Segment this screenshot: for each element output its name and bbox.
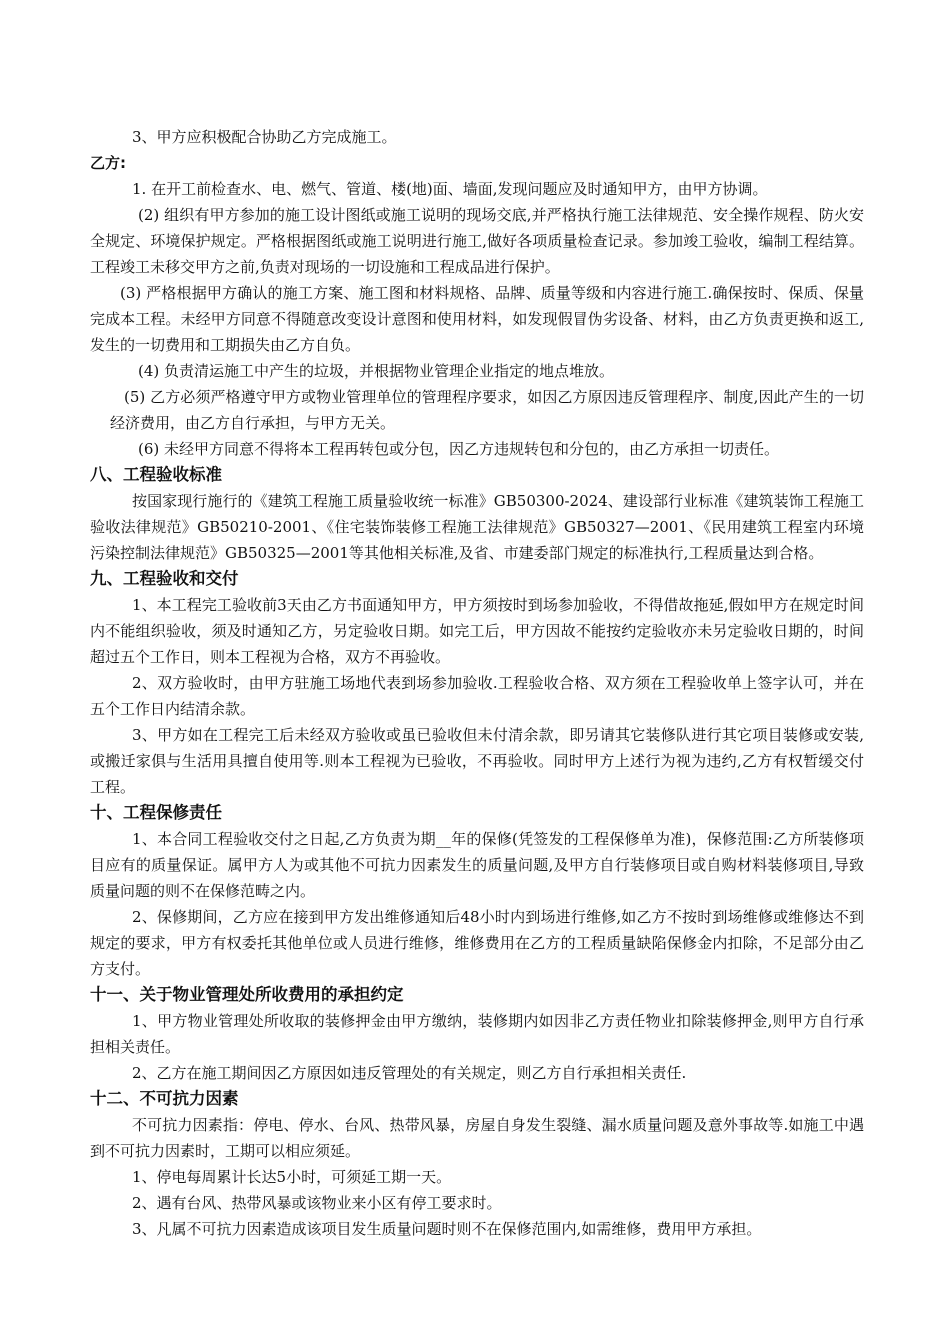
paragraph: 1. 在开工前检查水、电、燃气、管道、楼(地)面、墙面,发现问题应及时通知甲方，由甲方协调。 [132,180,768,198]
paragraph: (4) 负责清运施工中产生的垃圾，并根据物业管理企业指定的地点堆放。 [138,362,615,380]
paragraph: 3、甲方应积极配合协助乙方完成施工。 [132,128,397,146]
paragraph: 1、本合同工程验收交付之日起,乙方负责为期__年的保修(凭签发的工程保修单为准)，保修范围:乙方所装修项目应有的质量保证。属甲方人为或其他不可抗力因素发生的质量问题,及甲方自行装修项目或自购材料装修项目,导致质量问题的则不在保修范畴之内。 [90,830,864,900]
section-heading: 十、工程保修责任 [90,803,222,822]
section-heading: 十一、关于物业管理处所收费用的承担约定 [90,985,404,1004]
paragraph: 1、本工程完工验收前3天由乙方书面通知甲方，甲方须按时到场参加验收，不得借故拖延,假如甲方在规定时间内不能组织验收，须及时通知乙方，另定验收日期。如完工后，甲方因故不能按约定验收亦未另定验收日期的，时间超过五个工作日，则本工程视为合格，双方不再验收。 [90,596,864,666]
section-heading: 十二、不可抗力因素 [90,1089,239,1108]
paragraph: (5) 乙方必须严格遵守甲方或物业管理单位的管理程序要求，如因乙方原因违反管理程序、制度,因此产生的一切经济费用，由乙方自行承担，与甲方无关。 [110,388,864,432]
section-heading: 八、工程验收标准 [90,465,222,484]
paragraph: 1、甲方物业管理处所收取的装修押金由甲方缴纳，装修期内如因非乙方责任物业扣除装修押金,则甲方自行承担相关责任。 [90,1012,864,1056]
paragraph: 2、遇有台风、热带风暴或该物业来小区有停工要求时。 [132,1194,502,1212]
document-page [90,124,864,1242]
paragraph: 2、双方验收时，由甲方驻施工场地代表到场参加验收.工程验收合格、双方须在工程验收单上签字认可，并在五个工作日内结清余款。 [90,674,864,718]
paragraph: (2) 组织有甲方参加的施工设计图纸或施工说明的现场交底,并严格执行施工法律规范、安全操作规程、防火安全规定、环境保护规定。严格根据图纸或施工说明进行施工,做好各项质量检查记录。参加竣工验收，编制工程结算。工程竣工未移交甲方之前,负责对现场的一切设施和工程成品进行保护。 [90,206,864,276]
paragraph: 1、停电每周累计长达5小时，可须延工期一天。 [132,1168,452,1186]
party-label: 乙方: [90,154,126,172]
paragraph: 2、乙方在施工期间因乙方原因如违反管理处的有关规定，则乙方自行承担相关责任. [132,1064,687,1082]
paragraph: (6) 未经甲方同意不得将本工程再转包或分包，因乙方违规转包和分包的，由乙方承担一切责任。 [138,440,780,458]
section-heading: 九、工程验收和交付 [90,569,239,588]
paragraph: 按国家现行施行的《建筑工程施工质量验收统一标准》GB50300-2024、建设部行业标准《建筑装饰工程施工验收法律规范》GB50210-2001、《住宅装饰装修工程施工法律规范》GB50327—2001、《民用建筑工程室内环境污染控制法律规范》GB50325—2001等其他相关标准,及省、市建委部门规定的标准执行,工程质量达到合格。 [90,492,864,562]
paragraph: (3) 严格根据甲方确认的施工方案、施工图和材料规格、品牌、质量等级和内容进行施工.确保按时、保质、保量完成本工程。未经甲方同意不得随意改变设计意图和使用材料，如发现假冒伪劣设备、材料，由乙方负责更换和返工,发生的一切费用和工期损失由乙方自负。 [90,284,864,354]
paragraph: 不可抗力因素指：停电、停水、台风、热带风暴，房屋自身发生裂缝、漏水质量问题及意外事故等.如施工中遇到不可抗力因素时，工期可以相应须延。 [90,1116,864,1160]
paragraph: 3、凡属不可抗力因素造成该项目发生质量问题时则不在保修范围内,如需维修，费用甲方承担。 [132,1220,762,1238]
paragraph: 3、甲方如在工程完工后未经双方验收或虽已验收但未付清余款，即另请其它装修队进行其它项目装修或安装,或搬迁家俱与生活用具擅自使用等.则本工程视为已验收，不再验收。同时甲方上述行为视为违约,乙方有权暂缓交付工程。 [90,726,864,796]
paragraph: 2、保修期间，乙方应在接到甲方发出维修通知后48小时内到场进行维修,如乙方不按时到场维修或维修达不到规定的要求，甲方有权委托其他单位或人员进行维修，维修费用在乙方的工程质量缺陷保修金内扣除，不足部分由乙方支付。 [90,908,864,978]
